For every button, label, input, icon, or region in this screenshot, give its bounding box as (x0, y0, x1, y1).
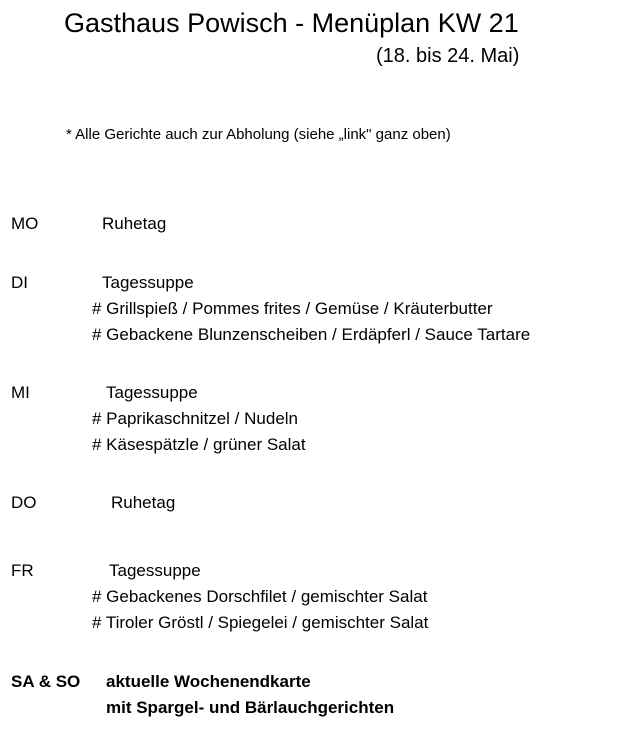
dish-mi-1: # Paprikaschnitzel / Nudeln (92, 409, 299, 428)
dish-di-2: # Gebackene Blunzenscheiben / Erdäpferl / Sauce Tartare (92, 325, 531, 344)
dish-di-1: # Grillspieß / Pommes frites / Gemüse / Kräuterbutter (92, 299, 493, 318)
day-main-mo: Ruhetag (102, 214, 167, 233)
dish-weekend-1: mit Spargel- und Bärlauchgerichten (106, 698, 395, 717)
dish-mi-2: # Käsespätzle / grüner Salat (92, 435, 306, 454)
date-range: (18. bis 24. Mai) (376, 45, 520, 67)
day-main-mi: Tagessuppe (106, 383, 198, 402)
day-label-mo: MO (11, 214, 39, 233)
day-main-fr: Tagessuppe (109, 561, 201, 580)
day-main-di: Tagessuppe (102, 273, 194, 292)
day-label-weekend: SA & SO (11, 672, 81, 691)
day-main-do: Ruhetag (111, 493, 176, 512)
day-label-do: DO (11, 493, 37, 512)
day-label-mi: MI (11, 383, 30, 402)
day-label-fr: FR (11, 561, 34, 580)
pickup-note: * Alle Gerichte auch zur Abholung (siehe „link" ganz oben) (66, 126, 451, 143)
day-label-di: DI (11, 273, 28, 292)
page-title: Gasthaus Powisch - Menüplan KW 21 (64, 8, 519, 38)
dish-fr-2: # Tiroler Gröstl / Spiegelei / gemischter Salat (92, 613, 429, 632)
day-main-weekend: aktuelle Wochenendkarte (106, 672, 311, 691)
dish-fr-1: # Gebackenes Dorschfilet / gemischter Salat (92, 587, 428, 606)
